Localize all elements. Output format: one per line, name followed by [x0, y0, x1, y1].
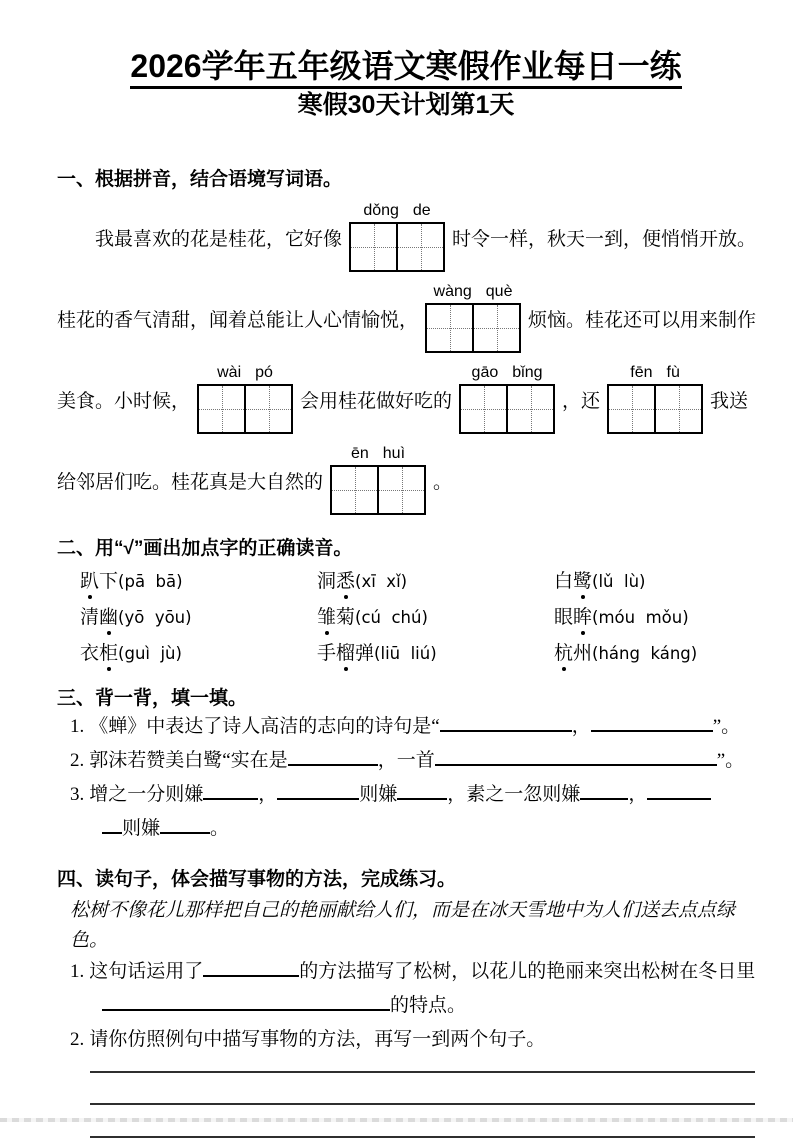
pinyin-label	[472, 365, 543, 381]
pronunciation-item	[317, 642, 554, 665]
pinyin-syllable: què	[485, 282, 513, 300]
dotted-character: 榴	[336, 642, 356, 664]
writing-grid	[459, 384, 555, 434]
pinyin-syllable: fēn	[630, 363, 653, 381]
writing-box-fenfu	[607, 365, 703, 434]
word-pre: 白	[554, 570, 574, 592]
passage-text: 美食。小时候，	[57, 390, 191, 412]
recite-item-3-continuation	[102, 812, 755, 846]
pinyin-label	[351, 446, 405, 462]
pinyin-syllable: gāo	[471, 363, 499, 381]
pinyin-options: (lǔ lù)	[592, 571, 646, 591]
item-number: 3.	[70, 783, 85, 805]
word	[80, 607, 118, 628]
writing-cell	[199, 386, 246, 432]
pinyin-syllable: pó	[255, 363, 273, 381]
writing-cell	[461, 386, 508, 432]
item-text: 的方法描写了松树，以花儿的艳丽来突出松树在冬日里	[299, 960, 756, 982]
passage-text: ，还	[562, 390, 601, 412]
pronunciation-item	[80, 642, 317, 665]
word-pre: 洞	[317, 570, 337, 592]
writing-cell	[609, 386, 656, 432]
pinyin-syllable: huì	[382, 444, 406, 462]
item-text: 增之一分则嫌	[89, 783, 204, 805]
writing-cell	[246, 386, 291, 432]
pinyin-label	[217, 365, 273, 381]
pinyin-label	[434, 284, 513, 300]
item-text: 。	[210, 817, 230, 839]
writing-grid	[425, 303, 521, 353]
blank-line	[647, 779, 711, 800]
writing-box-dongde	[349, 203, 445, 272]
blank-line	[203, 779, 258, 800]
writing-cell	[474, 305, 519, 351]
item-text: ，一首	[377, 749, 435, 771]
writing-cell	[398, 224, 443, 270]
pronunciation-grid	[57, 570, 755, 665]
passage-text: 烦恼。桂花还可以用来制作	[528, 309, 757, 331]
word	[80, 643, 118, 664]
pinyin-label	[630, 365, 680, 381]
cropped-next-page-strip	[0, 1118, 793, 1122]
blank-line	[580, 779, 628, 800]
recite-item-2	[70, 744, 755, 778]
passage-text: 。	[433, 471, 453, 493]
pinyin-syllable: ēn	[350, 444, 369, 462]
pinyin-syllable: dǒng	[363, 201, 399, 219]
blank-line	[440, 711, 572, 732]
word-post: 州	[573, 642, 593, 664]
word	[554, 607, 592, 628]
pronunciation-item	[80, 606, 317, 629]
item-number: 2.	[70, 749, 85, 771]
page-title: 2026学年五年级语文寒假作业每日一练	[130, 48, 681, 89]
passage-line-3	[57, 365, 755, 434]
passage-line-4	[57, 446, 755, 515]
writing-grid	[607, 384, 703, 434]
passage-text: 桂花的香气清甜，闻着总能让人心情愉悦，	[57, 309, 419, 331]
pronunciation-item	[317, 570, 554, 593]
pinyin-syllable: bǐng	[512, 363, 543, 381]
pinyin-options: (pā bā)	[118, 571, 183, 591]
pronunciation-item	[80, 570, 317, 593]
example-sentence: 松树不像花儿那样把自己的艳丽献给人们，而是在冰天雪地中为人们送去点点绿色。	[70, 898, 736, 951]
pinyin-syllable: wàng	[433, 282, 472, 300]
pinyin-options: (guì jù)	[118, 643, 182, 663]
header	[57, 48, 755, 120]
word-post: 下	[99, 570, 119, 592]
pinyin-syllable: fù	[666, 363, 680, 381]
blank-line	[435, 745, 717, 766]
section3-heading: 三、背一背，填一填。	[57, 687, 248, 709]
pronunciation-item	[554, 642, 755, 665]
item-text: 这句话运用了	[89, 960, 204, 982]
pronunciation-item	[554, 570, 755, 593]
dotted-character: 幽	[99, 606, 119, 628]
item-text: ，	[628, 783, 648, 805]
passage-text: 我最喜欢的花是桂花，它好像	[95, 228, 343, 250]
pinyin-options: (móu mǒu)	[592, 607, 689, 627]
item-text: ”。	[712, 715, 741, 737]
section1-heading: 一、根据拼音，结合语境写词语。	[57, 168, 343, 190]
writing-grid	[330, 465, 426, 515]
answer-line	[90, 1073, 755, 1105]
recite-item-3	[70, 778, 755, 812]
writing-cell	[508, 386, 553, 432]
blank-line	[288, 745, 378, 766]
word-pre: 手	[317, 642, 337, 664]
word	[554, 571, 592, 592]
item-number: 1.	[70, 960, 85, 982]
dotted-character: 雏	[317, 606, 337, 628]
dotted-character: 趴	[80, 570, 100, 592]
passage-text: 会用桂花做好吃的	[300, 390, 453, 412]
blank-line	[203, 956, 299, 977]
word-pre: 清	[80, 606, 100, 628]
pinyin-label	[363, 203, 430, 219]
item-text: ”。	[716, 749, 745, 771]
analysis-item-1	[70, 955, 755, 989]
dotted-character: 鹭	[573, 570, 593, 592]
item-text: ，	[571, 715, 591, 737]
analysis-item-2	[70, 1023, 755, 1057]
writing-box-enhui	[330, 446, 426, 515]
writing-cell	[332, 467, 379, 513]
pronunciation-item	[317, 606, 554, 629]
blank-line	[591, 711, 713, 732]
word-post: 弹	[355, 642, 375, 664]
pinyin-options: (xī xǐ)	[355, 571, 408, 591]
word	[554, 643, 592, 664]
pinyin-options: (liū liú)	[374, 643, 437, 663]
writing-box-gaobing	[459, 365, 555, 434]
pinyin-options: (háng káng)	[592, 643, 698, 663]
recite-item-1	[70, 710, 755, 744]
item-text: 请你仿照例句中描写事物的方法，再写一到两个句子。	[89, 1028, 546, 1050]
section4-heading: 四、读句子，体会描写事物的方法，完成练习。	[57, 868, 457, 890]
writing-box-waipo	[197, 365, 293, 434]
passage-line-1	[57, 203, 755, 272]
analysis-item-1-continuation	[102, 989, 755, 1023]
section2-heading: 二、用“√”画出加点字的正确读音。	[57, 537, 353, 559]
passage-line-2	[57, 284, 755, 353]
dotted-character: 柜	[99, 642, 119, 664]
word-post: 菊	[336, 606, 356, 628]
passage-text: 时令一样，秋天一到，便悄悄开放。	[452, 228, 757, 250]
dotted-character: 悉	[336, 570, 356, 592]
blank-line	[160, 813, 210, 834]
writing-grid	[197, 384, 293, 434]
word-pre: 衣	[80, 642, 100, 664]
item-text: 的特点。	[390, 994, 467, 1016]
item-text: ，	[258, 783, 278, 805]
writing-cell	[427, 305, 474, 351]
item-text: 则嫌	[122, 817, 161, 839]
writing-cell	[656, 386, 701, 432]
word	[317, 607, 355, 628]
blank-line	[397, 779, 447, 800]
writing-cell	[379, 467, 424, 513]
passage-text: 我送	[710, 390, 749, 412]
blank-line	[277, 779, 359, 800]
page-subtitle: 寒假30天计划第1天	[297, 90, 515, 119]
item-text: 《蝉》中表达了诗人高洁的志向的诗句是“	[89, 715, 440, 737]
pinyin-syllable: de	[412, 201, 431, 219]
word	[317, 643, 374, 664]
writing-grid	[349, 222, 445, 272]
word-pre: 眼	[554, 606, 574, 628]
dotted-character: 杭	[554, 642, 574, 664]
pinyin-options: (yō yōu)	[118, 607, 192, 627]
pinyin-options: (cú chú)	[355, 607, 428, 627]
writing-box-wangque	[425, 284, 521, 353]
passage-text: 给邻居们吃。桂花真是大自然的	[57, 471, 324, 493]
word	[317, 571, 355, 592]
blank-line	[102, 813, 122, 834]
item-text: 则嫌	[359, 783, 398, 805]
item-text: 郭沫若赞美白鹭“实在是	[89, 749, 288, 771]
item-number: 2.	[70, 1028, 85, 1050]
blank-line	[102, 990, 390, 1011]
word	[80, 571, 118, 592]
item-text: ，素之一忽则嫌	[447, 783, 581, 805]
writing-cell	[351, 224, 398, 270]
answer-line	[90, 1057, 755, 1073]
pronunciation-item	[554, 606, 755, 629]
item-number: 1.	[70, 715, 85, 737]
dotted-character: 眸	[573, 606, 593, 628]
pinyin-syllable: wài	[217, 363, 242, 381]
